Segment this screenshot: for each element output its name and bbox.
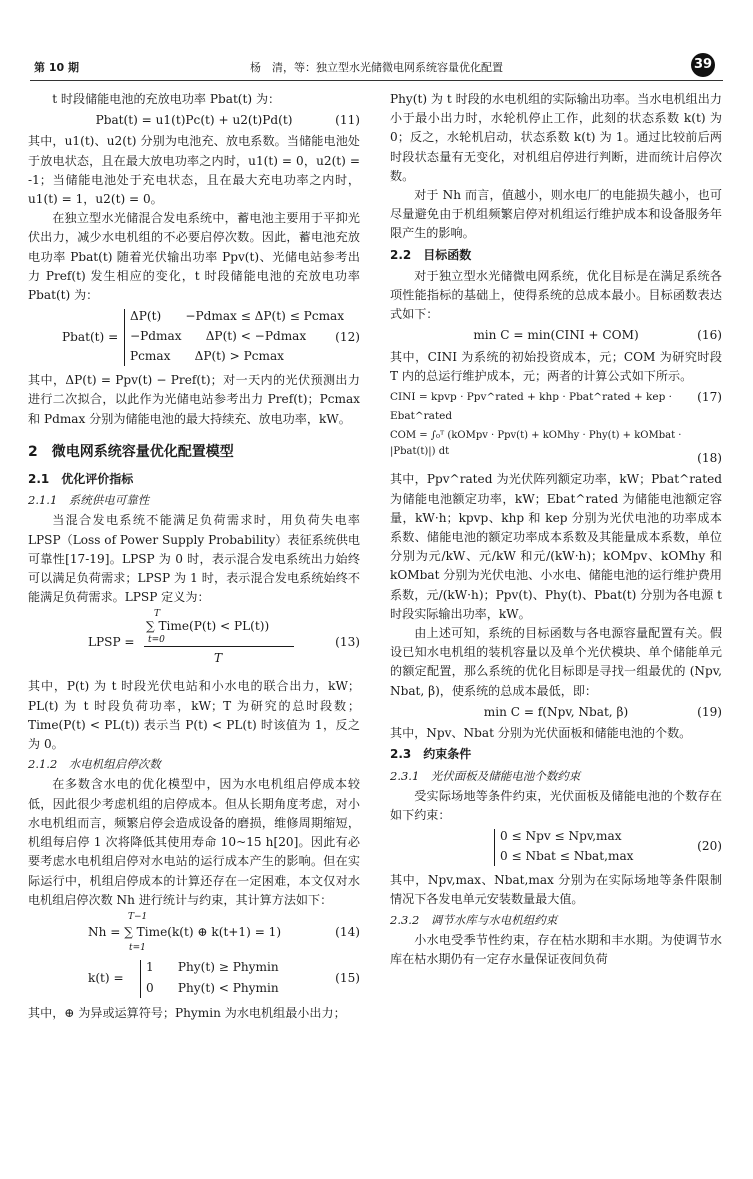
equation-body: Pbat(t) = u1(t)Pc(t) + u2(t)Pd(t) bbox=[95, 113, 293, 128]
sum-upper-limit: T bbox=[154, 609, 161, 620]
left-column bbox=[28, 90, 360, 1023]
equation-denominator: T bbox=[214, 651, 223, 666]
equation-20 bbox=[390, 827, 722, 869]
equation-16 bbox=[390, 326, 722, 345]
equation-12 bbox=[28, 307, 360, 369]
paragraph: 对于 Nh 而言，值越小，则水电厂的电能损失越小，也可尽量避免由于机组频繁启停对机组运行维护成本和设备服务年限产生的影响。 bbox=[390, 188, 722, 241]
equation-number: (11) bbox=[335, 113, 360, 128]
equation-number: (12) bbox=[335, 330, 360, 345]
equation-lhs: LPSP = bbox=[88, 635, 135, 650]
equation-number: (13) bbox=[335, 635, 360, 650]
equation-case: Pcmax ΔP(t) > Pcmax bbox=[130, 349, 284, 364]
header-rule bbox=[30, 80, 723, 81]
equation-case: ΔP(t) −Pdmax ≤ ΔP(t) ≤ Pcmax bbox=[130, 309, 345, 324]
paragraph: 其中，P(t) 为 t 时段光伏电站和小水电的联合出力，kW；PL(t) 为 t 时段负荷功率，kW；T 为研究的总时段数；Time(P(t) < PL(t)) 表示当 P(t) < PL(t) 时该值为 1，反之为 0。 bbox=[28, 679, 360, 752]
paragraph: 由上述可知，系统的目标函数与各电源容量配置有关。假设已知水电机组的装机容量以及单个光伏模块、单个储能单元的额定配置，那么系统的优化目标即是寻找一组最优的 (Npv, Nbat, β)，使系统的总成本最低，即： bbox=[390, 626, 722, 698]
subsubsection-heading: 2.1.1 系统供电可靠性 bbox=[28, 493, 150, 508]
subsection-heading: 2.1 优化评价指标 bbox=[28, 472, 134, 487]
equation-case: 1 Phy(t) ≥ Phymin bbox=[146, 959, 279, 974]
paragraph: 其中，Ppv^rated 为光伏阵列额定功率，kW；Pbat^rated 为储能电池额定功率，kW；Ebat^rated 为储能电池额定容量，kW·h；kpvp、khp 和 kep 分别为光伏电池的功率成本系数、储能电池的额定功率成本系数及其能量成本系数，单位分别为元/kW、元/kW 和元/(kW·h)；kOMpv、kOMhy 和 kOMbat 分别为光伏电池、小水电、储能电池的运行维护费用系数，元/(kW·h)；Ppv(t)、Phy(t)、Pbat(t) 分别为各电源 t 时段实际输出功率，kW。 bbox=[390, 472, 722, 621]
paragraph: 其中，u1(t)、u2(t) 分别为电池充、放电系数。当储能电池处于放电状态，且在最大放电功率之内时，u1(t) = 0，u2(t) = -1；当储能电池处于充电状态，且在最大充电功率之内时，u1(t) = 1，u2(t) = 0。 bbox=[28, 134, 360, 207]
right-column bbox=[390, 90, 722, 969]
equation-number: (16) bbox=[697, 328, 722, 343]
equation-number: (15) bbox=[335, 970, 360, 985]
equation-body: min C = min(CINI + COM) bbox=[473, 328, 639, 343]
paragraph: 在多数含水电的优化模型中，因为水电机组启停成本较低，因此很少考虑机组的启停成本。但从长期角度考虑，对小水电机组而言，频繁启停会造成设备的磨损，维修周期缩短，机组每启停 1 次将降低其使用寿命 10~15 h[20]。因此有必要考虑水电机组启停对水电站的运行成本产生的影响。但在实际运行中，机组启停成本的计算还存在一定困难，本文仅对水电机组启停次数 Nh 进行统计与约束，其计算方法如下： bbox=[28, 777, 360, 907]
subsubsection-heading: 2.3.2 调节水库与水电机组约束 bbox=[390, 912, 558, 927]
equation-body: CINI = kpvp · Ppv^rated + khp · Pbat^rated + kep · Ebat^rated bbox=[390, 391, 672, 423]
fraction-bar bbox=[144, 646, 294, 647]
subsection-heading: 2.3 约束条件 bbox=[390, 747, 472, 762]
paragraph: 小水电受季节性约束，存在枯水期和丰水期。为使调节水库在枯水期仍有一定存水量保证夜间负荷 bbox=[390, 932, 722, 966]
equation-numerator: ∑ Time(P(t) < PL(t)) bbox=[146, 619, 270, 634]
sum-lower-limit: t=1 bbox=[129, 942, 146, 953]
equation-17 bbox=[390, 388, 722, 426]
equation-number: (19) bbox=[697, 704, 722, 719]
equation-number: (18) bbox=[697, 451, 722, 466]
equation-brace bbox=[494, 829, 495, 866]
paragraph: 其中，CINI 为系统的初始投资成本，元；COM 为研究时段 T 内的总运行维护成本，元；两者的计算公式如下所示。 bbox=[390, 349, 722, 383]
equation-body: min C = f(Npv, Nbat, β) bbox=[483, 704, 629, 719]
equation-case: 0 Phy(t) < Phymin bbox=[146, 980, 279, 995]
subsection-heading: 2.2 目标函数 bbox=[390, 247, 472, 262]
subsubsection-heading: 2.1.2 水电机组启停次数 bbox=[28, 757, 161, 772]
equation-number: (20) bbox=[697, 839, 722, 854]
equation-brace bbox=[124, 309, 125, 366]
text-line: 其中，⊕ 为异或运算符号；Phymin 为水电机组最小出力； bbox=[28, 1005, 346, 1020]
paragraph: 其中，ΔP(t) = Ppv(t) − Pref(t)；对一天内的光伏预测出力进行二次拟合，以此作为光储电站参考出力 Pref(t)；Pcmax 和 Pdmax 分别为储能电池的最大持续充、放电功率，kW。 bbox=[28, 373, 360, 426]
subsubsection-heading: 2.3.1 光伏面板及储能电池个数约束 bbox=[390, 768, 581, 783]
running-title: 杨 清，等：独立型水光储微电网系统容量优化配置 bbox=[250, 61, 503, 74]
equation-number: (17) bbox=[697, 390, 722, 405]
equation-body: COM = ∫₀ᵀ (kOMpv · Ppv(t) + kOMhy · Phy(t) + kOMbat · |Pbat(t)|) dt bbox=[390, 430, 682, 458]
paragraph: 对于独立型水光储微电网系统，优化目标是在满足系统各项性能指标的基础上，使得系统的总成本最小。目标函数表达式如下： bbox=[390, 268, 722, 322]
section-heading: 2 微电网系统容量优化配置模型 bbox=[28, 443, 234, 460]
paragraph: 当混合发电系统不能满足负荷需求时，用负荷失电率 LPSP（Loss of Power Supply Probability）表征系统供电可靠性[17-19]。LPSP 为 0 时，表示混合发电系统出力始终可以满足负荷需求；LPSP 为 1 时，表示混合发电系统始终不能满足负荷需求。LPSP 定义为： bbox=[28, 513, 360, 605]
paragraph: 受实际场地等条件约束，光伏面板及储能电池的个数存在如下约束： bbox=[390, 788, 722, 822]
equation-case: 0 ≤ Npv ≤ Npv,max bbox=[500, 829, 622, 844]
issue-label: 第 10 期 bbox=[34, 61, 79, 74]
paragraph: Phy(t) 为 t 时段的水电机组的实际输出功率。当水电机组出力小于最小出力时，水轮机停止工作，此刻的状态系数 k(t) 为 0；反之，水轮机启动，状态系数 k(t) 为 1。通过比较前后两时段状态量有无变化，对机组启停进行判断，进而统计启停次数。 bbox=[390, 92, 722, 183]
equation-lhs: Pbat(t) = bbox=[62, 330, 119, 345]
equation-19 bbox=[390, 703, 722, 722]
equation-case: 0 ≤ Nbat ≤ Nbat,max bbox=[500, 849, 634, 864]
equation-14 bbox=[28, 912, 360, 956]
equation-13 bbox=[28, 609, 360, 675]
paragraph: 其中，Npv,max、Nbat,max 分别为在实际场地等条件限制情况下各发电单元安装数量最大值。 bbox=[390, 873, 722, 907]
equation-case: −Pdmax ΔP(t) < −Pdmax bbox=[130, 329, 307, 344]
equation-11 bbox=[28, 111, 360, 130]
sum-upper-limit: T−1 bbox=[128, 911, 148, 922]
equation-lhs: k(t) = bbox=[88, 970, 124, 985]
page-number-badge: 39 bbox=[691, 53, 715, 77]
equation-body: Nh = ∑ Time(k(t) ⊕ k(t+1) = 1) bbox=[88, 924, 282, 939]
text-line: 其中，Npv、Nbat 分别为光伏面板和储能电池的个数。 bbox=[390, 726, 692, 741]
equation-18 bbox=[390, 428, 722, 468]
equation-number: (14) bbox=[335, 924, 360, 939]
equation-15 bbox=[28, 958, 360, 1002]
paragraph: 在独立型水光储混合发电系统中，蓄电池主要用于平抑光伏出力，减少水电机组的不必要启停次数。因此，蓄电池充放电功率 Pbat(t) 随着光伏输出功率 Ppv(t)、光储电站参考出力 Pref(t) 发生相应的变化，t 时段储能电池的充放电功率 Pbat(t) 为： bbox=[28, 211, 360, 303]
page-header bbox=[30, 56, 723, 76]
equation-brace bbox=[140, 960, 141, 998]
text-line: t 时段储能电池的充放电功率 Pbat(t) 为： bbox=[52, 92, 281, 106]
sum-lower-limit: t=0 bbox=[148, 635, 165, 646]
